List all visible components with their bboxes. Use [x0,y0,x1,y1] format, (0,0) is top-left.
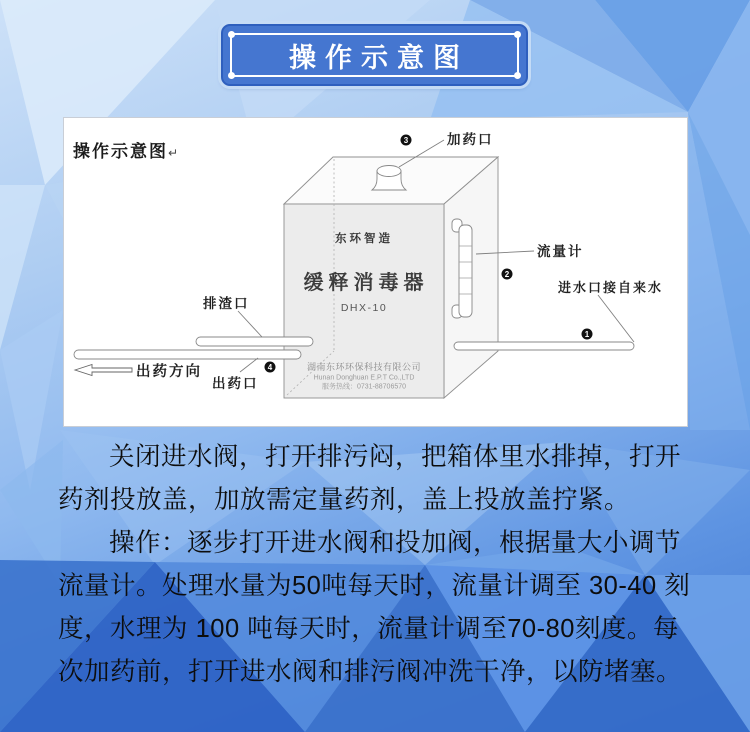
diagram-heading-text: 操作示意图 [73,142,168,161]
svg-text:3: 3 [403,136,409,145]
svg-text:4: 4 [267,363,273,372]
marker-1 [582,329,593,340]
device-name: 缓释消毒器 [303,272,429,294]
dispense-direction-arrow [75,365,132,376]
dispense-pipe [74,350,301,359]
company-name-en: Hunan Donghuan E.P.T Co.,LTD [313,374,415,382]
label-drain-port: 排渣口 [203,296,250,311]
inlet-pipe [454,342,634,350]
device-brand: 东环智造 [335,233,393,245]
label-dosing-port: 加药口 [447,132,494,147]
banner-corner-dot [514,31,521,38]
label-water-inlet: 进水口接自来水 [558,280,664,295]
diagram-panel [63,117,688,427]
instruction-paragraph-2: 操作：逐步打开进水阀和投加阀，根据量大小调节流量计。处理水量为50吨每天时，流量计调至 30-40 刻度，水理为 100 吨每天时，流量计调至70-80刻度。每次加药前，打开进水阀和排污阀冲洗干净，以防堵塞。 [58,529,691,686]
banner-title: 操作示意图 [289,42,469,73]
marker-2 [502,269,513,280]
paragraph-mark: ↵ [168,146,179,160]
instruction-paragraph-1: 关闭进水阀，打开排污闷，把箱体里水排掉，打开药剂投放盖，加放需定量药剂，盖上投放盖拧紧。 [58,443,682,514]
title-banner [221,24,528,86]
label-dispense-direction: 出药方向 [136,364,202,380]
device-diagram [64,118,687,426]
banner-inner-frame [230,33,519,77]
marker-3 [401,135,412,146]
label-flow-meter: 流量计 [537,244,584,259]
device-model: DHX-10 [340,302,388,314]
label-dispense-port: 出药口 [212,376,259,391]
svg-text:1: 1 [584,330,590,339]
marker-4 [265,362,276,373]
banner-corner-dot [228,31,235,38]
banner-corner-dot [228,72,235,79]
banner-corner-dot [514,72,521,79]
company-name-cn: 湖南东环环保科技有限公司 [306,362,422,372]
service-hotline: 服务热线：0731-88706570 [321,383,407,391]
instruction-text-block [58,436,698,694]
dosing-port-cap [372,166,406,191]
drain-pipe [196,337,313,346]
svg-text:2: 2 [504,270,510,279]
